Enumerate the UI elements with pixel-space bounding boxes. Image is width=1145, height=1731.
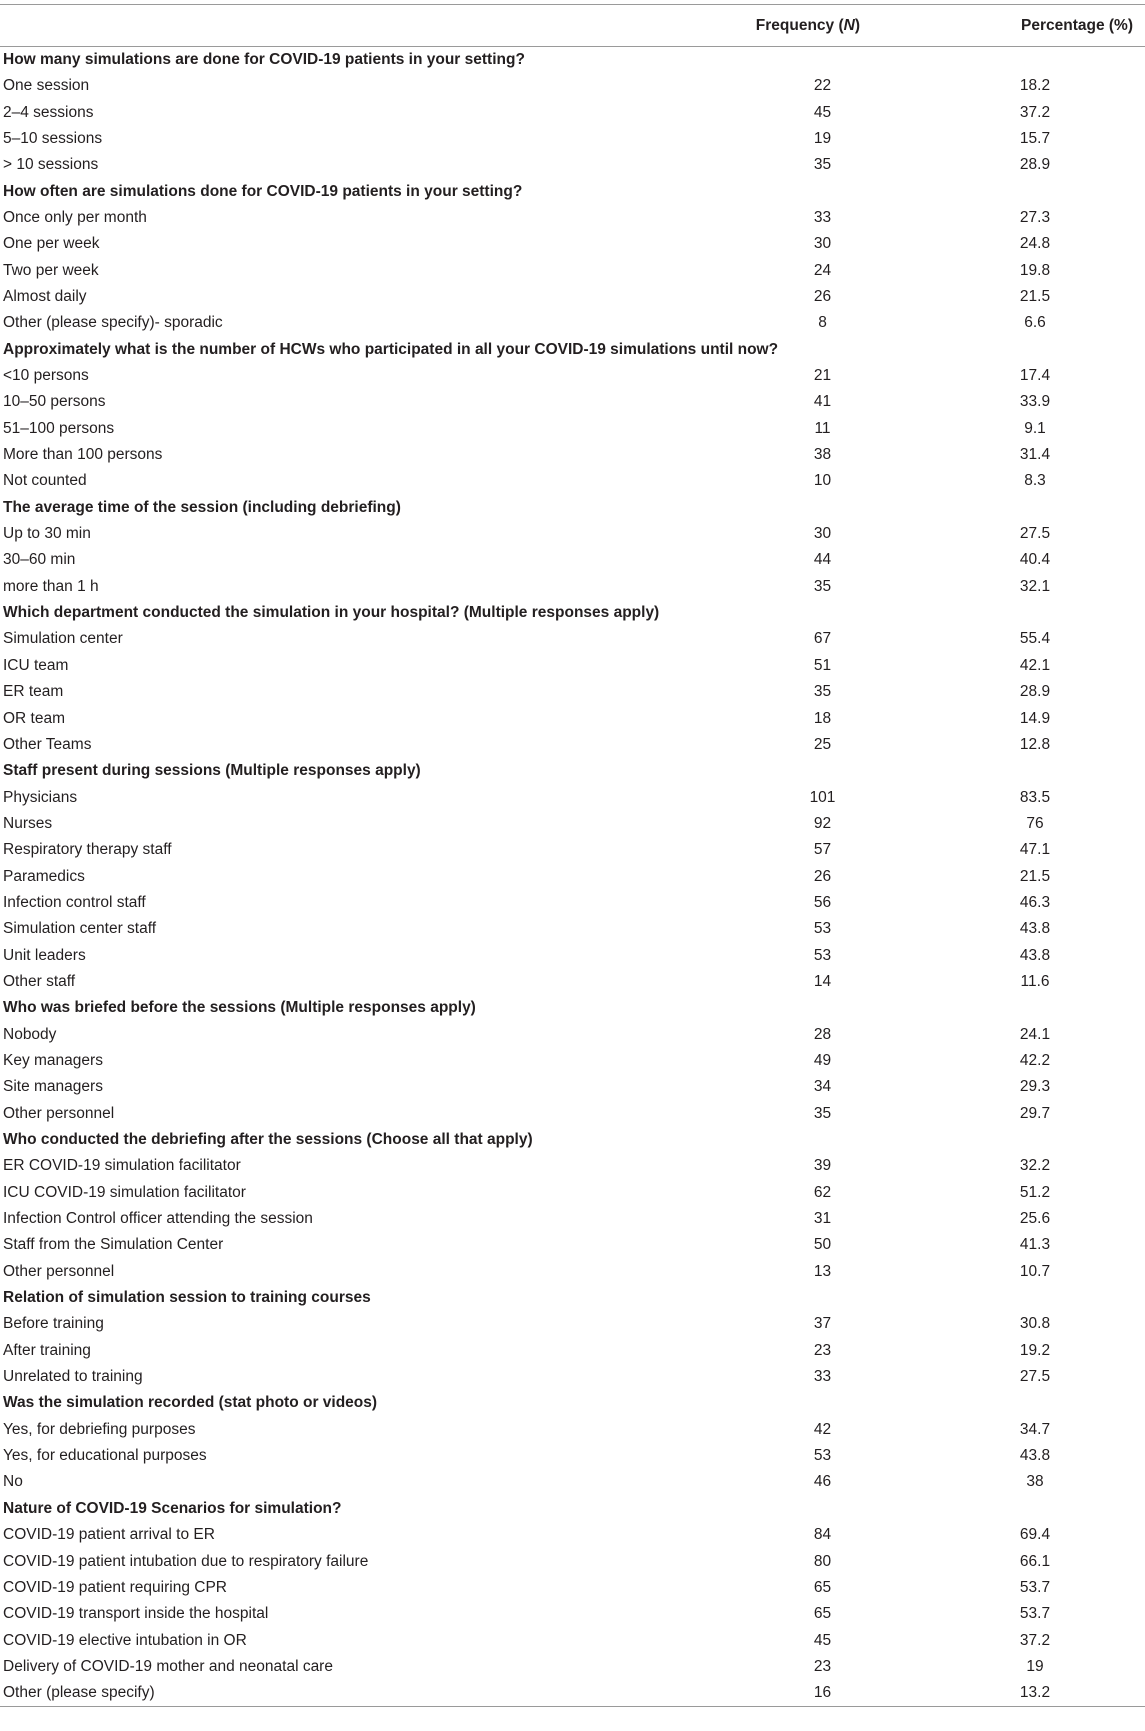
row-percentage: 17.4 [1019, 367, 1051, 385]
row-label: Delivery of COVID-19 mother and neonatal care [3, 1657, 333, 1675]
row-label: Paramedics [3, 867, 85, 885]
table-row [0, 916, 1145, 942]
row-label: Other (please specify) [0, 1680, 720, 1706]
table-row [0, 205, 1145, 231]
row-frequency: 33 [813, 208, 832, 226]
table-row [0, 784, 1145, 810]
section-row [0, 758, 1145, 784]
table-row [0, 521, 1145, 547]
row-frequency: 45 [813, 1631, 832, 1649]
row-frequency: 37 [813, 1315, 832, 1333]
table-row [0, 1311, 1145, 1337]
row-percentage: 66.1 [1019, 1552, 1051, 1570]
section-row [0, 995, 1145, 1021]
header-frequency-suffix: ) [854, 16, 860, 34]
section-title: Approximately what is the number of HCWs who participated in all your COVID-19 simulations until now? [3, 340, 779, 358]
row-label: Once only per month [3, 208, 147, 226]
row-percentage: 14.9 [1019, 709, 1051, 727]
row-percentage: 31.4 [1019, 446, 1051, 464]
row-percentage: 76 [1026, 814, 1044, 832]
row-percentage: 19.2 [1019, 1341, 1051, 1359]
table-row [0, 310, 1145, 336]
table-row [0, 547, 1145, 573]
table-row [0, 890, 1145, 916]
row-percentage: 8.3 [1024, 472, 1046, 490]
row-percentage: 29.3 [1019, 1078, 1051, 1096]
row-frequency: 26 [813, 288, 832, 306]
row-frequency: 23 [813, 1657, 832, 1675]
row-percentage: 28.9 [1019, 683, 1051, 701]
row-frequency: 16 [720, 1680, 925, 1706]
row-frequency: 38 [813, 446, 832, 464]
row-percentage: 19 [1026, 1657, 1044, 1675]
section-title: The average time of the session (including debriefing) [3, 498, 401, 516]
row-label: COVID-19 patient arrival to ER [3, 1526, 215, 1544]
row-percentage: 32.1 [1019, 577, 1051, 595]
row-label: OR team [3, 709, 66, 727]
row-percentage: 10.7 [1019, 1262, 1051, 1280]
table-row [0, 1179, 1145, 1205]
row-percentage: 29.7 [1019, 1104, 1051, 1122]
table-row [0, 1021, 1145, 1047]
row-label: ER team [3, 683, 64, 701]
row-percentage: 69.4 [1019, 1526, 1051, 1544]
row-frequency: 28 [813, 1025, 832, 1043]
row-percentage: 46.3 [1019, 893, 1051, 911]
row-frequency: 65 [813, 1605, 832, 1623]
row-percentage: 19.8 [1019, 261, 1051, 279]
row-label: > 10 sessions [3, 156, 99, 174]
table-row [0, 152, 1145, 178]
table-row [0, 1574, 1145, 1600]
table-row [0, 1443, 1145, 1469]
section-title: Was the simulation recorded (stat photo or videos) [3, 1394, 378, 1412]
row-frequency: 49 [813, 1051, 832, 1069]
section-title: Relation of simulation session to training courses [3, 1289, 371, 1307]
table-row [0, 257, 1145, 283]
row-label: ICU COVID-19 simulation facilitator [3, 1183, 246, 1201]
row-label: Other personnel [3, 1262, 115, 1280]
row-frequency: 30 [813, 235, 832, 253]
row-frequency: 11 [814, 419, 831, 437]
row-label: COVID-19 elective intubation in OR [3, 1631, 247, 1649]
row-percentage: 24.1 [1019, 1025, 1051, 1043]
row-frequency: 10 [813, 472, 832, 490]
row-label: 30–60 min [3, 551, 76, 569]
row-label: 51–100 persons [3, 419, 115, 437]
row-percentage: 6.6 [1024, 314, 1046, 332]
row-label: ER COVID-19 simulation facilitator [3, 1157, 241, 1175]
table-row [0, 810, 1145, 836]
row-percentage: 25.6 [1019, 1210, 1051, 1228]
header-label [0, 5, 720, 47]
row-label: Infection Control officer attending the session [3, 1210, 313, 1228]
row-frequency: 8 [818, 314, 827, 332]
header-frequency [720, 5, 925, 47]
row-label: Site managers [3, 1078, 103, 1096]
row-frequency: 51 [813, 656, 832, 674]
row-frequency: 39 [813, 1157, 832, 1175]
section-title: Who conducted the debriefing after the sessions (Choose all that apply) [3, 1131, 533, 1149]
row-label: Other Teams [3, 735, 92, 753]
row-percentage: 53.7 [1019, 1605, 1051, 1623]
table-row [0, 1364, 1145, 1390]
section-title: How often are simulations done for COVID-19 patients in your setting? [3, 182, 523, 200]
table-row [0, 679, 1145, 705]
table-row [0, 863, 1145, 889]
row-label: Yes, for debriefing purposes [3, 1420, 196, 1438]
row-frequency: 45 [813, 103, 832, 121]
row-frequency: 35 [813, 577, 832, 595]
row-percentage: 28.9 [1019, 156, 1051, 174]
row-label: Unrelated to training [3, 1368, 143, 1386]
row-label: Other staff [3, 972, 76, 990]
header-row [0, 5, 1145, 47]
row-frequency: 22 [813, 77, 832, 95]
row-frequency: 101 [809, 788, 836, 806]
row-frequency: 30 [813, 525, 832, 543]
row-frequency: 41 [813, 393, 832, 411]
row-percentage: 21.5 [1019, 867, 1051, 885]
row-percentage: 27.5 [1019, 1368, 1051, 1386]
row-frequency: 26 [813, 867, 832, 885]
row-percentage: 21.5 [1019, 288, 1051, 306]
row-label: One session [3, 77, 90, 95]
header-frequency-prefix: Frequency ( [755, 16, 844, 34]
table-row [0, 231, 1145, 257]
row-frequency: 14 [813, 972, 832, 990]
row-frequency: 33 [813, 1368, 832, 1386]
row-percentage: 15.7 [1019, 129, 1051, 147]
row-frequency: 35 [813, 1104, 832, 1122]
row-frequency: 34 [813, 1078, 832, 1096]
row-percentage: 38 [1026, 1473, 1044, 1491]
row-label: Before training [3, 1315, 104, 1333]
row-percentage: 33.9 [1019, 393, 1051, 411]
row-percentage: 47.1 [1019, 841, 1051, 859]
row-frequency: 25 [813, 735, 832, 753]
section-row [0, 47, 1145, 73]
header-frequency-n: N [843, 16, 855, 34]
table-row [0, 1627, 1145, 1653]
table-row [0, 1153, 1145, 1179]
row-percentage: 42.1 [1019, 656, 1051, 674]
section-title: Nature of COVID-19 Scenarios for simulation? [3, 1499, 342, 1517]
table-row [0, 1048, 1145, 1074]
row-frequency: 53 [813, 920, 832, 938]
row-frequency: 53 [813, 946, 832, 964]
data-table [0, 4, 1145, 1707]
row-frequency: 31 [813, 1210, 832, 1228]
row-frequency: 92 [813, 814, 832, 832]
table-row [0, 1337, 1145, 1363]
row-label: More than 100 persons [3, 446, 163, 464]
row-frequency: 84 [813, 1526, 832, 1544]
row-frequency: 57 [813, 841, 832, 859]
table-row [0, 389, 1145, 415]
table-body [0, 47, 1145, 1707]
table-row [0, 652, 1145, 678]
table-row [0, 284, 1145, 310]
table-row [0, 442, 1145, 468]
table-row [0, 1680, 1145, 1706]
row-label: 2–4 sessions [3, 103, 94, 121]
table-row [0, 99, 1145, 125]
row-frequency: 24 [813, 261, 832, 279]
row-label: Physicians [3, 788, 78, 806]
row-percentage: 55.4 [1019, 630, 1051, 648]
row-percentage: 42.2 [1019, 1051, 1051, 1069]
row-percentage: 18.2 [1019, 77, 1051, 95]
table-row [0, 1258, 1145, 1284]
section-row [0, 178, 1145, 204]
row-label: Not counted [3, 472, 87, 490]
table-row [0, 705, 1145, 731]
section-title: Staff present during sessions (Multiple responses apply) [3, 762, 421, 780]
table-row [0, 126, 1145, 152]
section-row [0, 600, 1145, 626]
header-percentage: Percentage (%) [925, 5, 1145, 47]
row-frequency: 50 [813, 1236, 832, 1254]
row-percentage: 9.1 [1024, 419, 1046, 437]
row-frequency: 62 [813, 1183, 832, 1201]
row-frequency: 42 [813, 1420, 832, 1438]
table-row [0, 731, 1145, 757]
row-percentage: 37.2 [1019, 103, 1051, 121]
row-label: COVID-19 transport inside the hospital [3, 1605, 269, 1623]
row-percentage: 53.7 [1019, 1578, 1051, 1596]
table-row [0, 1653, 1145, 1679]
table-header [0, 5, 1145, 47]
row-label: Simulation center staff [3, 920, 157, 938]
row-label: <10 persons [3, 367, 89, 385]
row-percentage: 43.8 [1019, 920, 1051, 938]
row-label: Simulation center [3, 630, 123, 648]
table-row [0, 626, 1145, 652]
row-label: Yes, for educational purposes [3, 1447, 207, 1465]
row-label: Respiratory therapy staff [3, 841, 172, 859]
row-label: 5–10 sessions [3, 129, 103, 147]
row-percentage: 27.3 [1019, 208, 1051, 226]
row-frequency: 19 [813, 129, 832, 147]
row-frequency: 35 [813, 683, 832, 701]
row-percentage: 43.8 [1019, 946, 1051, 964]
row-frequency: 65 [813, 1578, 832, 1596]
row-label: After training [3, 1341, 91, 1359]
row-label: Other personnel [3, 1104, 115, 1122]
row-percentage: 51.2 [1019, 1183, 1051, 1201]
row-label: Two per week [3, 261, 99, 279]
row-label: ICU team [3, 656, 69, 674]
row-frequency: 35 [813, 156, 832, 174]
row-percentage: 24.8 [1019, 235, 1051, 253]
row-percentage: 43.8 [1019, 1447, 1051, 1465]
row-percentage: 12.8 [1019, 735, 1051, 753]
section-row [0, 1390, 1145, 1416]
table-row [0, 1469, 1145, 1495]
table-row [0, 1601, 1145, 1627]
table-row [0, 1074, 1145, 1100]
table-row [0, 837, 1145, 863]
row-frequency: 80 [813, 1552, 832, 1570]
row-percentage: 13.2 [925, 1680, 1145, 1706]
row-label: 10–50 persons [3, 393, 106, 411]
table-row [0, 468, 1145, 494]
row-frequency: 18 [813, 709, 832, 727]
row-label: Unit leaders [3, 946, 86, 964]
row-label: Staff from the Simulation Center [3, 1236, 224, 1254]
row-frequency: 56 [813, 893, 832, 911]
row-label: Key managers [3, 1051, 103, 1069]
row-percentage: 41.3 [1019, 1236, 1051, 1254]
section-row [0, 1127, 1145, 1153]
row-frequency: 44 [813, 551, 832, 569]
row-percentage: 40.4 [1019, 551, 1051, 569]
row-frequency: 21 [813, 367, 832, 385]
table-row [0, 969, 1145, 995]
row-frequency: 67 [813, 630, 832, 648]
row-percentage: 27.5 [1019, 525, 1051, 543]
row-percentage: 30.8 [1019, 1315, 1051, 1333]
table-row [0, 1206, 1145, 1232]
section-title: How many simulations are done for COVID-19 patients in your setting? [3, 51, 525, 69]
row-label: COVID-19 patient intubation due to respiratory failure [3, 1552, 369, 1570]
row-percentage: 83.5 [1019, 788, 1051, 806]
row-percentage: 11.6 [1020, 972, 1050, 990]
row-percentage: 34.7 [1019, 1420, 1051, 1438]
row-label: One per week [3, 235, 100, 253]
section-row [0, 494, 1145, 520]
table-row [0, 1522, 1145, 1548]
row-label: more than 1 h [3, 577, 99, 595]
row-label: Nobody [3, 1025, 57, 1043]
table-row [0, 942, 1145, 968]
row-frequency: 46 [813, 1473, 832, 1491]
row-percentage: 32.2 [1019, 1157, 1051, 1175]
table-row [0, 1548, 1145, 1574]
table-row [0, 1416, 1145, 1442]
table-row [0, 73, 1145, 99]
row-frequency: 23 [813, 1341, 832, 1359]
row-label: Other (please specify)- sporadic [3, 314, 223, 332]
section-row [0, 1285, 1145, 1311]
row-frequency: 13 [813, 1262, 832, 1280]
row-label: Nurses [3, 814, 53, 832]
table-row [0, 363, 1145, 389]
row-label: Almost daily [3, 288, 87, 306]
table-row [0, 1100, 1145, 1126]
row-percentage: 37.2 [1019, 1631, 1051, 1649]
table-row [0, 573, 1145, 599]
row-frequency: 53 [813, 1447, 832, 1465]
section-row [0, 1495, 1145, 1521]
section-row [0, 336, 1145, 362]
table-row [0, 415, 1145, 441]
row-label: Up to 30 min [3, 525, 91, 543]
row-label: No [3, 1473, 23, 1491]
table-row [0, 1232, 1145, 1258]
section-title: Who was briefed before the sessions (Multiple responses apply) [3, 999, 476, 1017]
section-title: Which department conducted the simulation in your hospital? (Multiple responses apply) [3, 604, 660, 622]
row-label: COVID-19 patient requiring CPR [3, 1578, 227, 1596]
row-label: Infection control staff [3, 893, 146, 911]
